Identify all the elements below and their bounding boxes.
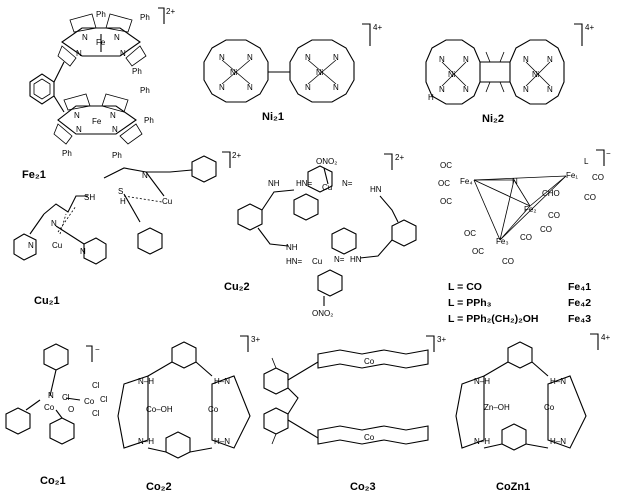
nh-group: N–H xyxy=(138,437,155,446)
ni2-2-structure xyxy=(426,23,594,125)
ph-label: Ph xyxy=(132,67,142,76)
ni2-1-label: Ni₂1 xyxy=(262,111,285,123)
sh-group: SH xyxy=(84,193,96,202)
ph-label: Ph xyxy=(140,13,150,22)
zn-oh-center: Zn–OH xyxy=(484,403,510,412)
n-atom: N xyxy=(74,111,80,120)
nh-group: H–N xyxy=(550,377,567,386)
ni-atom: Ni xyxy=(532,70,540,79)
fe2-1-label: Fe₂1 xyxy=(22,169,46,181)
cozn1-label: CoZn1 xyxy=(496,481,531,493)
ono2-group: ONO₂ xyxy=(316,157,338,166)
ph-label: Ph xyxy=(96,10,106,19)
cozn1-structure xyxy=(456,333,610,493)
cu-atom: Cu xyxy=(312,257,323,266)
n-atom: N xyxy=(51,219,57,228)
co-ligand: OC xyxy=(464,229,476,238)
n-atom: N xyxy=(333,53,339,62)
n-atom: N xyxy=(512,177,518,186)
n-atom: N xyxy=(247,83,253,92)
co2-3-label: Co₂3 xyxy=(350,481,376,493)
cozn1-charge: 4+ xyxy=(601,333,611,342)
co-ligand: CO xyxy=(502,257,514,266)
fe4-legend-ligand-3: L = PPh₂(CH₂)₂OH xyxy=(448,313,539,325)
n-atom: N xyxy=(28,241,34,250)
o-atom: O xyxy=(68,405,75,414)
ni2-1-charge: 4+ xyxy=(373,23,383,32)
co2-2-charge: 3+ xyxy=(251,335,261,344)
n-atom: N xyxy=(80,247,86,256)
n-atom: N xyxy=(219,53,225,62)
co-ligand: CO xyxy=(548,211,560,220)
n-atom: N xyxy=(76,49,82,58)
cl-atom: Cl xyxy=(92,381,100,390)
cl-atom: Cl xyxy=(62,393,70,402)
fe4-legend-name-3: Fe₄3 xyxy=(568,313,592,325)
ni2-2-charge: 4+ xyxy=(585,23,595,32)
ph-label: Ph xyxy=(112,151,122,160)
co-ligand: CO xyxy=(592,173,604,182)
ni-atom: Ni xyxy=(448,70,456,79)
cu-atom: Cu xyxy=(162,197,173,206)
nh-group: H–N xyxy=(214,377,231,386)
hydrazone-n: HN= xyxy=(296,179,313,188)
nh-group: N–H xyxy=(474,437,491,446)
co2-1-structure xyxy=(6,344,108,487)
cu2-2-structure xyxy=(224,153,416,318)
fe-atom-upper: Fe xyxy=(96,38,106,47)
co-atom: Co xyxy=(44,403,55,412)
n-atom: N xyxy=(82,33,88,42)
n-atom: N xyxy=(48,391,54,400)
ph-label: Ph xyxy=(62,149,72,158)
co-ligand: CO xyxy=(520,233,532,242)
co-atom: Co xyxy=(544,403,555,412)
hn-group: HN xyxy=(350,255,362,264)
co2-1-charge: − xyxy=(95,345,100,354)
nh-group: NH xyxy=(268,179,280,188)
co-ligand: CO xyxy=(584,193,596,202)
ph-label: Ph xyxy=(140,86,150,95)
cu2-1-label: Cu₂1 xyxy=(34,295,60,307)
ono2-group: ONO₂ xyxy=(312,309,334,318)
co-ligand: OC xyxy=(440,197,452,206)
cu2-2-label: Cu₂2 xyxy=(224,281,250,293)
ni2-1-structure xyxy=(204,23,382,123)
nh-group: H–N xyxy=(550,437,567,446)
co-ligand: CO xyxy=(540,225,552,234)
n-atom: N xyxy=(333,83,339,92)
n-atom: N xyxy=(463,85,469,94)
nh-group: H–N xyxy=(214,437,231,446)
hn-group: HN xyxy=(370,185,382,194)
ph-label: Ph xyxy=(144,116,154,125)
co2-3-structure xyxy=(264,335,446,493)
hydrazone-n: N= xyxy=(334,255,345,264)
n-atom: N xyxy=(439,85,445,94)
cu2-1-structure xyxy=(14,151,241,307)
nh-group: N–H xyxy=(138,377,155,386)
n-atom: N xyxy=(523,85,529,94)
fe1-atom: Fe₁ xyxy=(566,171,579,180)
ni-atom: Ni xyxy=(316,68,324,77)
co2-2-label: Co₂2 xyxy=(146,481,172,493)
n-atom: N xyxy=(120,49,126,58)
nh-group: NH xyxy=(286,243,298,252)
n-atom: N xyxy=(523,55,529,64)
n-atom: N xyxy=(305,83,311,92)
n-atom: N xyxy=(463,55,469,64)
cu-atom: Cu xyxy=(52,241,63,250)
co2-2-structure xyxy=(118,335,260,493)
cu2-2-charge: 2+ xyxy=(395,153,405,162)
h-atom: H xyxy=(428,93,434,102)
co2-3-charge: 3+ xyxy=(437,335,447,344)
fe2-1-charge: 2+ xyxy=(166,7,176,16)
n-atom: N xyxy=(247,53,253,62)
fe2-atom: Fe₂ xyxy=(524,205,537,214)
co-ligand: OC xyxy=(438,179,450,188)
n-atom: N xyxy=(305,53,311,62)
fe4-structure xyxy=(438,149,611,325)
co-ligand: OC xyxy=(472,247,484,256)
fe4-atom: Fe₄ xyxy=(460,177,473,186)
cl-atom: Cl xyxy=(100,395,108,404)
co-ligand: OC xyxy=(440,161,452,170)
fe3-atom: Fe₃ xyxy=(496,237,509,246)
ni2-2-label: Ni₂2 xyxy=(482,113,505,125)
n-atom: N xyxy=(114,33,120,42)
n-atom: N xyxy=(547,55,553,64)
hydrazone-n: HN= xyxy=(286,257,303,266)
co2-1-label: Co₂1 xyxy=(40,475,66,487)
fe2-1-structure xyxy=(22,7,175,181)
n-atom: N xyxy=(110,111,116,120)
h-atom: H xyxy=(120,197,126,206)
n-atom: N xyxy=(76,125,82,134)
fe4-legend-ligand-2: L = PPh₃ xyxy=(448,297,492,309)
n-atom: N xyxy=(112,125,118,134)
fe-atom-lower: Fe xyxy=(92,117,102,126)
fe4-legend-name-2: Fe₄2 xyxy=(568,297,592,309)
fe4-legend-ligand-1: L = CO xyxy=(448,281,482,293)
co-atom: Co xyxy=(364,357,375,366)
co-atom: Co xyxy=(84,397,95,406)
co-oh-center: Co–OH xyxy=(146,405,173,414)
n-atom: N xyxy=(142,171,148,180)
ni-atom: Ni xyxy=(230,68,238,77)
cu2-1-charge: 2+ xyxy=(232,151,242,160)
n-atom: N xyxy=(547,85,553,94)
hydrazone-n: N= xyxy=(342,179,353,188)
fe4-charge: − xyxy=(606,149,611,158)
nh-group: N–H xyxy=(474,377,491,386)
co-atom: Co xyxy=(208,405,219,414)
cho-group: CHO xyxy=(542,189,560,198)
cu-atom: Cu xyxy=(322,183,333,192)
co-atom: Co xyxy=(364,433,375,442)
s-atom: S xyxy=(118,187,124,196)
n-atom: N xyxy=(439,55,445,64)
fe4-legend-name-1: Fe₄1 xyxy=(568,281,592,293)
l-ligand: L xyxy=(584,157,589,166)
n-atom: N xyxy=(219,83,225,92)
cl-atom: Cl xyxy=(92,409,100,418)
